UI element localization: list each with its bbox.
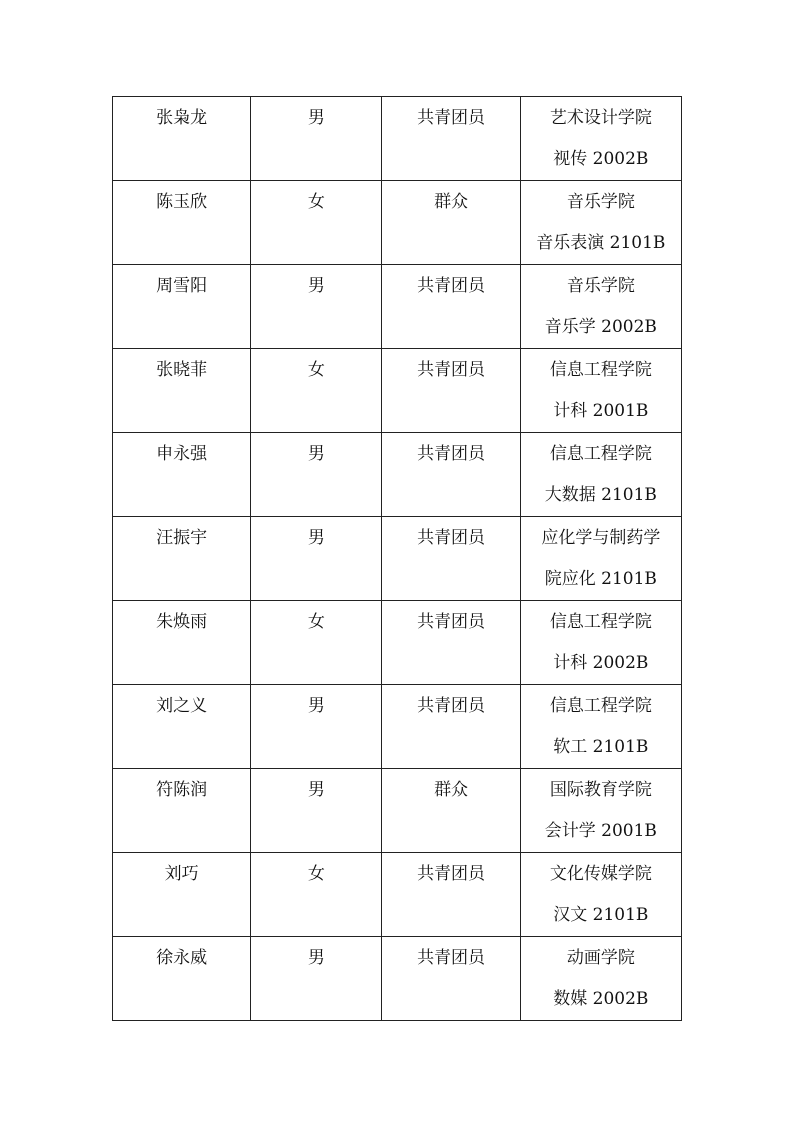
gender-cell — [251, 853, 382, 937]
department-cell — [520, 97, 681, 181]
political-status-cell-text: 共青团员 — [417, 948, 486, 968]
political-status-cell — [382, 349, 520, 433]
table-row — [113, 769, 682, 853]
student-name-cell-text: 陈玉欣 — [156, 192, 208, 212]
department-cell — [520, 853, 681, 937]
table-row — [113, 265, 682, 349]
student-name-cell — [113, 685, 251, 769]
department-college: 国际教育学院 — [549, 780, 652, 800]
department-cell — [520, 265, 681, 349]
department-class: 计科 2002B — [553, 653, 649, 673]
student-name-cell — [113, 769, 251, 853]
department-college: 动画学院 — [566, 948, 635, 968]
gender-cell-text: 男 — [307, 276, 325, 296]
student-name-cell-text: 符陈润 — [156, 780, 208, 800]
gender-cell-text: 男 — [307, 108, 325, 128]
political-status-cell-text: 共青团员 — [417, 276, 486, 296]
student-name-cell — [113, 937, 251, 1021]
department-college: 文化传媒学院 — [549, 864, 652, 884]
table-row — [113, 349, 682, 433]
department-cell — [520, 349, 681, 433]
political-status-cell-text: 共青团员 — [417, 360, 486, 380]
student-name-cell — [113, 517, 251, 601]
student-name-cell-text: 申永强 — [156, 444, 208, 464]
political-status-cell-text: 共青团员 — [417, 864, 486, 884]
department-class: 计科 2001B — [553, 401, 649, 421]
department-text — [521, 769, 681, 852]
department-cell — [520, 601, 681, 685]
gender-cell — [251, 685, 382, 769]
political-status-cell — [382, 517, 520, 601]
department-class: 院应化 2101B — [544, 569, 657, 589]
department-text — [521, 853, 681, 936]
student-name-cell-text: 刘之义 — [156, 696, 208, 716]
department-cell — [520, 517, 681, 601]
department-college: 信息工程学院 — [549, 696, 652, 716]
table-row — [113, 601, 682, 685]
gender-cell-text: 男 — [307, 948, 325, 968]
department-text — [521, 349, 681, 432]
political-status-cell — [382, 601, 520, 685]
table-row — [113, 97, 682, 181]
political-status-cell-text: 共青团员 — [417, 612, 486, 632]
student-name-cell — [113, 349, 251, 433]
department-class: 音乐表演 2101B — [536, 233, 666, 253]
department-college: 音乐学院 — [566, 276, 635, 296]
gender-cell — [251, 265, 382, 349]
department-college: 信息工程学院 — [549, 612, 652, 632]
department-text — [521, 937, 681, 1020]
department-college: 信息工程学院 — [549, 360, 652, 380]
table-row — [113, 181, 682, 265]
gender-cell-text: 男 — [307, 780, 325, 800]
political-status-cell-text: 共青团员 — [417, 696, 486, 716]
table-row — [113, 853, 682, 937]
department-cell — [520, 433, 681, 517]
department-text — [521, 97, 681, 180]
political-status-cell-text: 群众 — [434, 192, 469, 212]
student-name-cell-text: 刘巧 — [164, 864, 199, 884]
department-cell — [520, 685, 681, 769]
political-status-cell-text: 共青团员 — [417, 528, 486, 548]
department-class: 音乐学 2002B — [544, 317, 657, 337]
department-cell — [520, 937, 681, 1021]
gender-cell-text: 女 — [307, 360, 325, 380]
gender-cell — [251, 517, 382, 601]
department-text — [521, 601, 681, 684]
department-class: 大数据 2101B — [544, 485, 657, 505]
department-college: 应化学与制药学 — [541, 528, 661, 548]
student-name-cell — [113, 433, 251, 517]
department-text — [521, 265, 681, 348]
student-name-cell-text: 徐永威 — [156, 948, 208, 968]
political-status-cell — [382, 181, 520, 265]
political-status-cell-text: 共青团员 — [417, 444, 486, 464]
student-name-cell-text: 周雪阳 — [156, 276, 208, 296]
gender-cell-text: 男 — [307, 528, 325, 548]
department-class: 汉文 2101B — [553, 905, 649, 925]
student-roster-table — [112, 96, 682, 1021]
student-name-cell — [113, 181, 251, 265]
student-name-cell — [113, 97, 251, 181]
student-name-cell-text: 汪振宇 — [156, 528, 208, 548]
department-text — [521, 433, 681, 516]
political-status-cell — [382, 265, 520, 349]
political-status-cell — [382, 769, 520, 853]
gender-cell — [251, 181, 382, 265]
department-class: 数媒 2002B — [553, 989, 649, 1009]
political-status-cell-text: 共青团员 — [417, 108, 486, 128]
political-status-cell — [382, 853, 520, 937]
department-college: 艺术设计学院 — [549, 108, 652, 128]
student-name-cell — [113, 265, 251, 349]
department-text — [521, 685, 681, 768]
roster-body — [113, 97, 682, 1021]
gender-cell-text: 男 — [307, 444, 325, 464]
department-college: 信息工程学院 — [549, 444, 652, 464]
table-row — [113, 937, 682, 1021]
gender-cell — [251, 937, 382, 1021]
department-text — [521, 517, 681, 600]
political-status-cell — [382, 937, 520, 1021]
political-status-cell — [382, 433, 520, 517]
political-status-cell — [382, 97, 520, 181]
gender-cell-text: 男 — [307, 696, 325, 716]
gender-cell — [251, 349, 382, 433]
political-status-cell-text: 群众 — [434, 780, 469, 800]
table-row — [113, 433, 682, 517]
department-text — [521, 181, 681, 264]
department-class: 软工 2101B — [553, 737, 649, 757]
table-row — [113, 685, 682, 769]
gender-cell-text: 女 — [307, 864, 325, 884]
gender-cell — [251, 769, 382, 853]
department-class: 会计学 2001B — [544, 821, 657, 841]
student-name-cell-text: 张晓菲 — [156, 360, 208, 380]
gender-cell — [251, 433, 382, 517]
student-name-cell-text: 朱焕雨 — [156, 612, 208, 632]
student-name-cell — [113, 601, 251, 685]
gender-cell — [251, 601, 382, 685]
gender-cell-text: 女 — [307, 192, 325, 212]
department-cell — [520, 181, 681, 265]
student-name-cell — [113, 853, 251, 937]
gender-cell-text: 女 — [307, 612, 325, 632]
department-college: 音乐学院 — [566, 192, 635, 212]
department-cell — [520, 769, 681, 853]
gender-cell — [251, 97, 382, 181]
table-row — [113, 517, 682, 601]
department-class: 视传 2002B — [553, 149, 649, 169]
student-name-cell-text: 张枭龙 — [156, 108, 208, 128]
political-status-cell — [382, 685, 520, 769]
